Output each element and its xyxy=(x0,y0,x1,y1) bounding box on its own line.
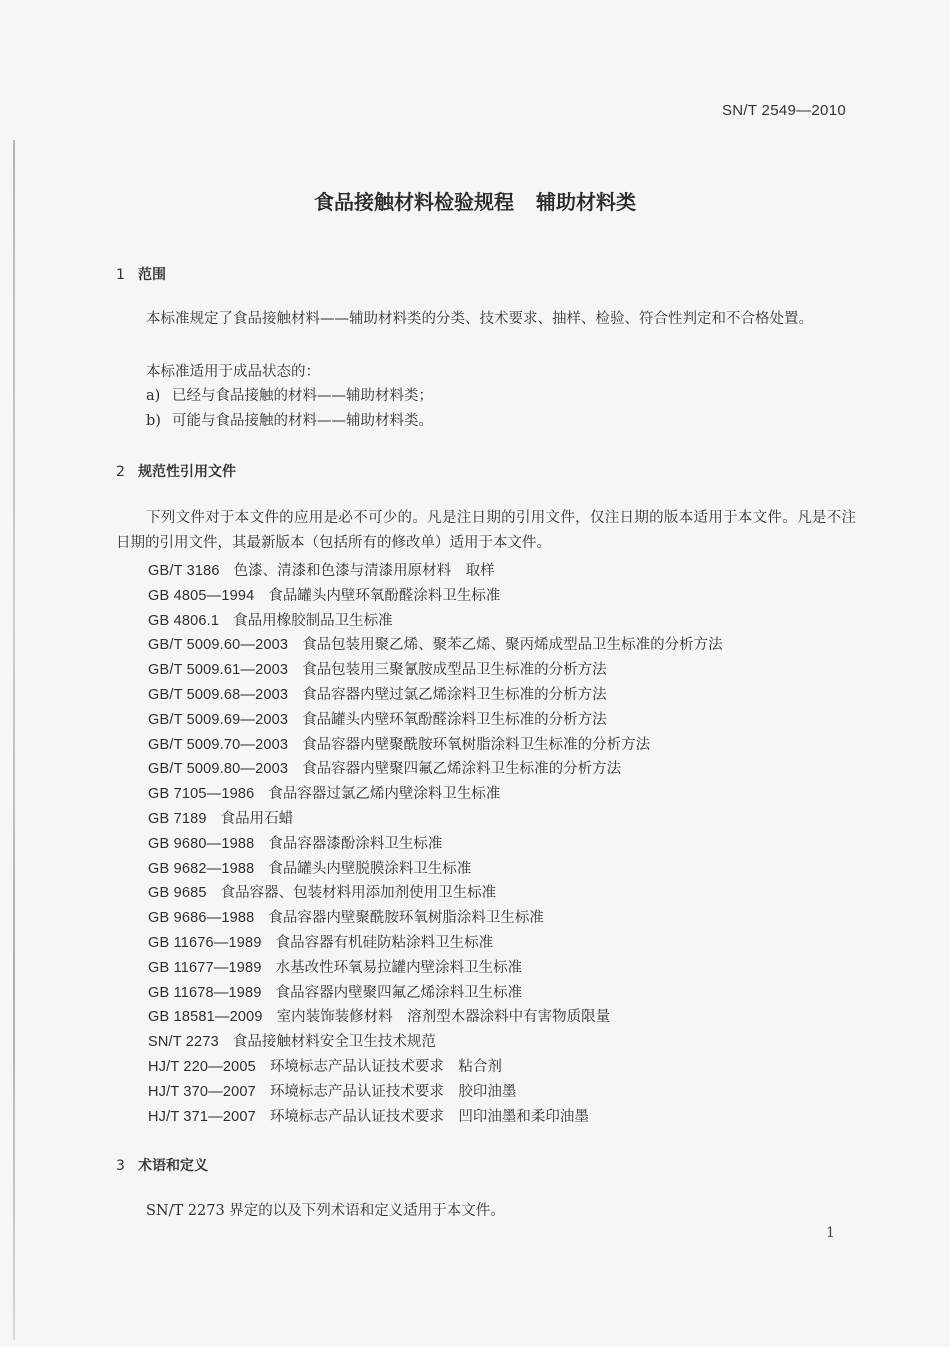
reference-title: 食品罐头内壁环氧酚醛涂料卫生标准的分析方法 xyxy=(302,711,607,728)
reference-item xyxy=(148,1056,502,1078)
reference-title: 环境标志产品认证技术要求 粘合剂 xyxy=(269,1059,502,1075)
reference-code: GB 11677—1989 xyxy=(148,959,262,976)
reference-item xyxy=(148,957,522,979)
title-sub: 辅助材料类 xyxy=(536,190,636,214)
reference-item xyxy=(148,833,442,855)
list-marker: a) xyxy=(146,388,161,404)
reference-code: GB/T 5009.70—2003 xyxy=(148,736,289,753)
reference-code: SN/T 2273 xyxy=(148,1034,219,1051)
reference-item xyxy=(148,1006,610,1028)
reference-code: GB 9682—1988 xyxy=(148,860,255,877)
reference-item xyxy=(148,808,293,830)
reference-title: 食品容器内壁聚酰胺环氧树脂涂料卫生标准 xyxy=(268,910,544,927)
section-title: 规范性引用文件 xyxy=(138,464,236,480)
reference-title: 食品接触材料安全卫生技术规范 xyxy=(232,1034,436,1051)
reference-item xyxy=(148,634,723,656)
section-number: 2 xyxy=(116,464,125,480)
reference-item xyxy=(148,1081,516,1103)
list-item xyxy=(146,385,433,407)
document-code: SN/T 2549—2010 xyxy=(721,102,846,119)
page-number: 1 xyxy=(826,1225,835,1241)
list-text: 已经与食品接触的材料——辅助材料类； xyxy=(172,388,433,404)
reference-title: 食品容器、包装材料用添加剂使用卫生标准 xyxy=(220,885,497,902)
reference-code: HJ/T 370—2007 xyxy=(148,1083,256,1100)
list-marker: b) xyxy=(146,413,161,429)
reference-item xyxy=(148,758,621,780)
reference-item xyxy=(148,659,607,681)
reference-item xyxy=(148,982,522,1004)
reference-title: 食品容器内壁聚四氟乙烯涂料卫生标准的分析方法 xyxy=(302,761,622,778)
section-number: 1 xyxy=(116,267,125,283)
reference-code: GB 4806.1 xyxy=(148,612,220,629)
reference-item xyxy=(148,907,544,929)
reference-code: GB 9685 xyxy=(148,885,207,902)
reference-code: GB/T 5009.61—2003 xyxy=(148,662,289,679)
list-text: 可能与食品接触的材料——辅助材料类。 xyxy=(172,413,433,429)
section-number: 3 xyxy=(116,1158,125,1174)
reference-title: 食品容器有机硅防粘涂料卫生标准 xyxy=(275,935,494,951)
reference-title: 食品罐头内壁环氧酚醛涂料卫生标准 xyxy=(268,587,501,604)
section-title: 术语和定义 xyxy=(138,1158,208,1174)
reference-item xyxy=(148,610,393,632)
reference-code: GB 11676—1989 xyxy=(148,935,262,951)
reference-code: GB/T 5009.60—2003 xyxy=(148,637,289,654)
reference-title: 食品包装用三聚氰胺成型品卫生标准的分析方法 xyxy=(302,662,607,679)
reference-code: HJ/T 371—2007 xyxy=(148,1108,256,1125)
reference-code: GB/T 5009.69—2003 xyxy=(148,711,289,728)
binding-edge-line xyxy=(13,140,15,1340)
reference-title: 食品容器内壁聚酰胺环氧树脂涂料卫生标准的分析方法 xyxy=(302,736,651,753)
section-title: 范围 xyxy=(138,267,166,283)
section-3-heading xyxy=(116,1155,208,1175)
reference-code: GB 4805—1994 xyxy=(148,587,255,604)
reference-title: 食品罐头内壁脱膜涂料卫生标准 xyxy=(268,860,472,877)
terms-paragraph: SN/T 2273 界定的以及下列术语和定义适用于本文件。 xyxy=(146,1203,505,1219)
reference-code: GB/T 3186 xyxy=(148,563,220,579)
reference-code: GB/T 5009.80—2003 xyxy=(148,761,289,778)
reference-title: 食品用石蜡 xyxy=(220,811,294,827)
reference-title: 室内装饰装修材料 溶剂型木器涂料中有害物质限量 xyxy=(276,1009,611,1026)
reference-item xyxy=(148,734,650,756)
reference-item xyxy=(148,783,500,805)
document-title xyxy=(0,186,950,215)
reference-title: 食品容器漆酚涂料卫生标准 xyxy=(268,835,443,852)
reference-title: 食品容器内壁聚四氟乙烯涂料卫生标准 xyxy=(275,984,523,1001)
reference-code: GB/T 5009.68—2003 xyxy=(148,687,289,703)
reference-title: 食品容器过氯乙烯内壁涂料卫生标准 xyxy=(268,786,501,803)
scope-applicability: 本标准适用于成品状态的： xyxy=(146,364,320,380)
reference-code: GB 11678—1989 xyxy=(148,984,262,1001)
reference-item xyxy=(148,709,607,731)
reference-title: 环境标志产品认证技术要求 胶印油墨 xyxy=(269,1083,517,1100)
reference-code: HJ/T 220—2005 xyxy=(148,1059,256,1075)
reference-title: 食品用橡胶制品卫生标准 xyxy=(233,612,393,629)
reference-title: 色漆、清漆和色漆与清漆用原材料 取样 xyxy=(233,563,495,579)
reference-code: GB 7105—1986 xyxy=(148,786,255,803)
reference-code: GB 9680—1988 xyxy=(148,835,255,852)
references-intro: 下列文件对于本文件的应用是必不可少的。凡是注日期的引用文件，仅注日期的版本适用于本文件。凡是不注日期的引用文件，其最新版本（包括所有的修改单）适用于本文件。 xyxy=(116,510,856,551)
reference-item xyxy=(148,1031,436,1053)
section-1-heading xyxy=(116,264,166,284)
list-item xyxy=(146,410,433,432)
reference-title: 食品容器内壁过氯乙烯涂料卫生标准的分析方法 xyxy=(302,687,607,703)
reference-item xyxy=(148,882,496,904)
reference-item xyxy=(148,585,500,607)
reference-code: GB 9686—1988 xyxy=(148,910,255,927)
title-main: 食品接触材料检验规程 xyxy=(314,190,514,214)
scope-paragraph: 本标准规定了食品接触材料——辅助材料类的分类、技术要求、抽样、检验、符合性判定和不合格处置。 xyxy=(146,311,813,327)
reference-title: 水基改性环氧易拉罐内壁涂料卫生标准 xyxy=(275,959,523,976)
reference-item xyxy=(148,1106,589,1128)
reference-code: GB 7189 xyxy=(148,811,207,827)
section-2-heading xyxy=(116,461,236,481)
reference-title: 环境标志产品认证技术要求 凹印油墨和柔印油墨 xyxy=(269,1108,589,1125)
reference-item xyxy=(148,560,495,582)
reference-item xyxy=(148,932,493,954)
reference-code: GB 18581—2009 xyxy=(148,1009,263,1026)
reference-item xyxy=(148,858,471,880)
reference-item xyxy=(148,684,607,706)
reference-title: 食品包装用聚乙烯、聚苯乙烯、聚丙烯成型品卫生标准的分析方法 xyxy=(302,637,723,654)
